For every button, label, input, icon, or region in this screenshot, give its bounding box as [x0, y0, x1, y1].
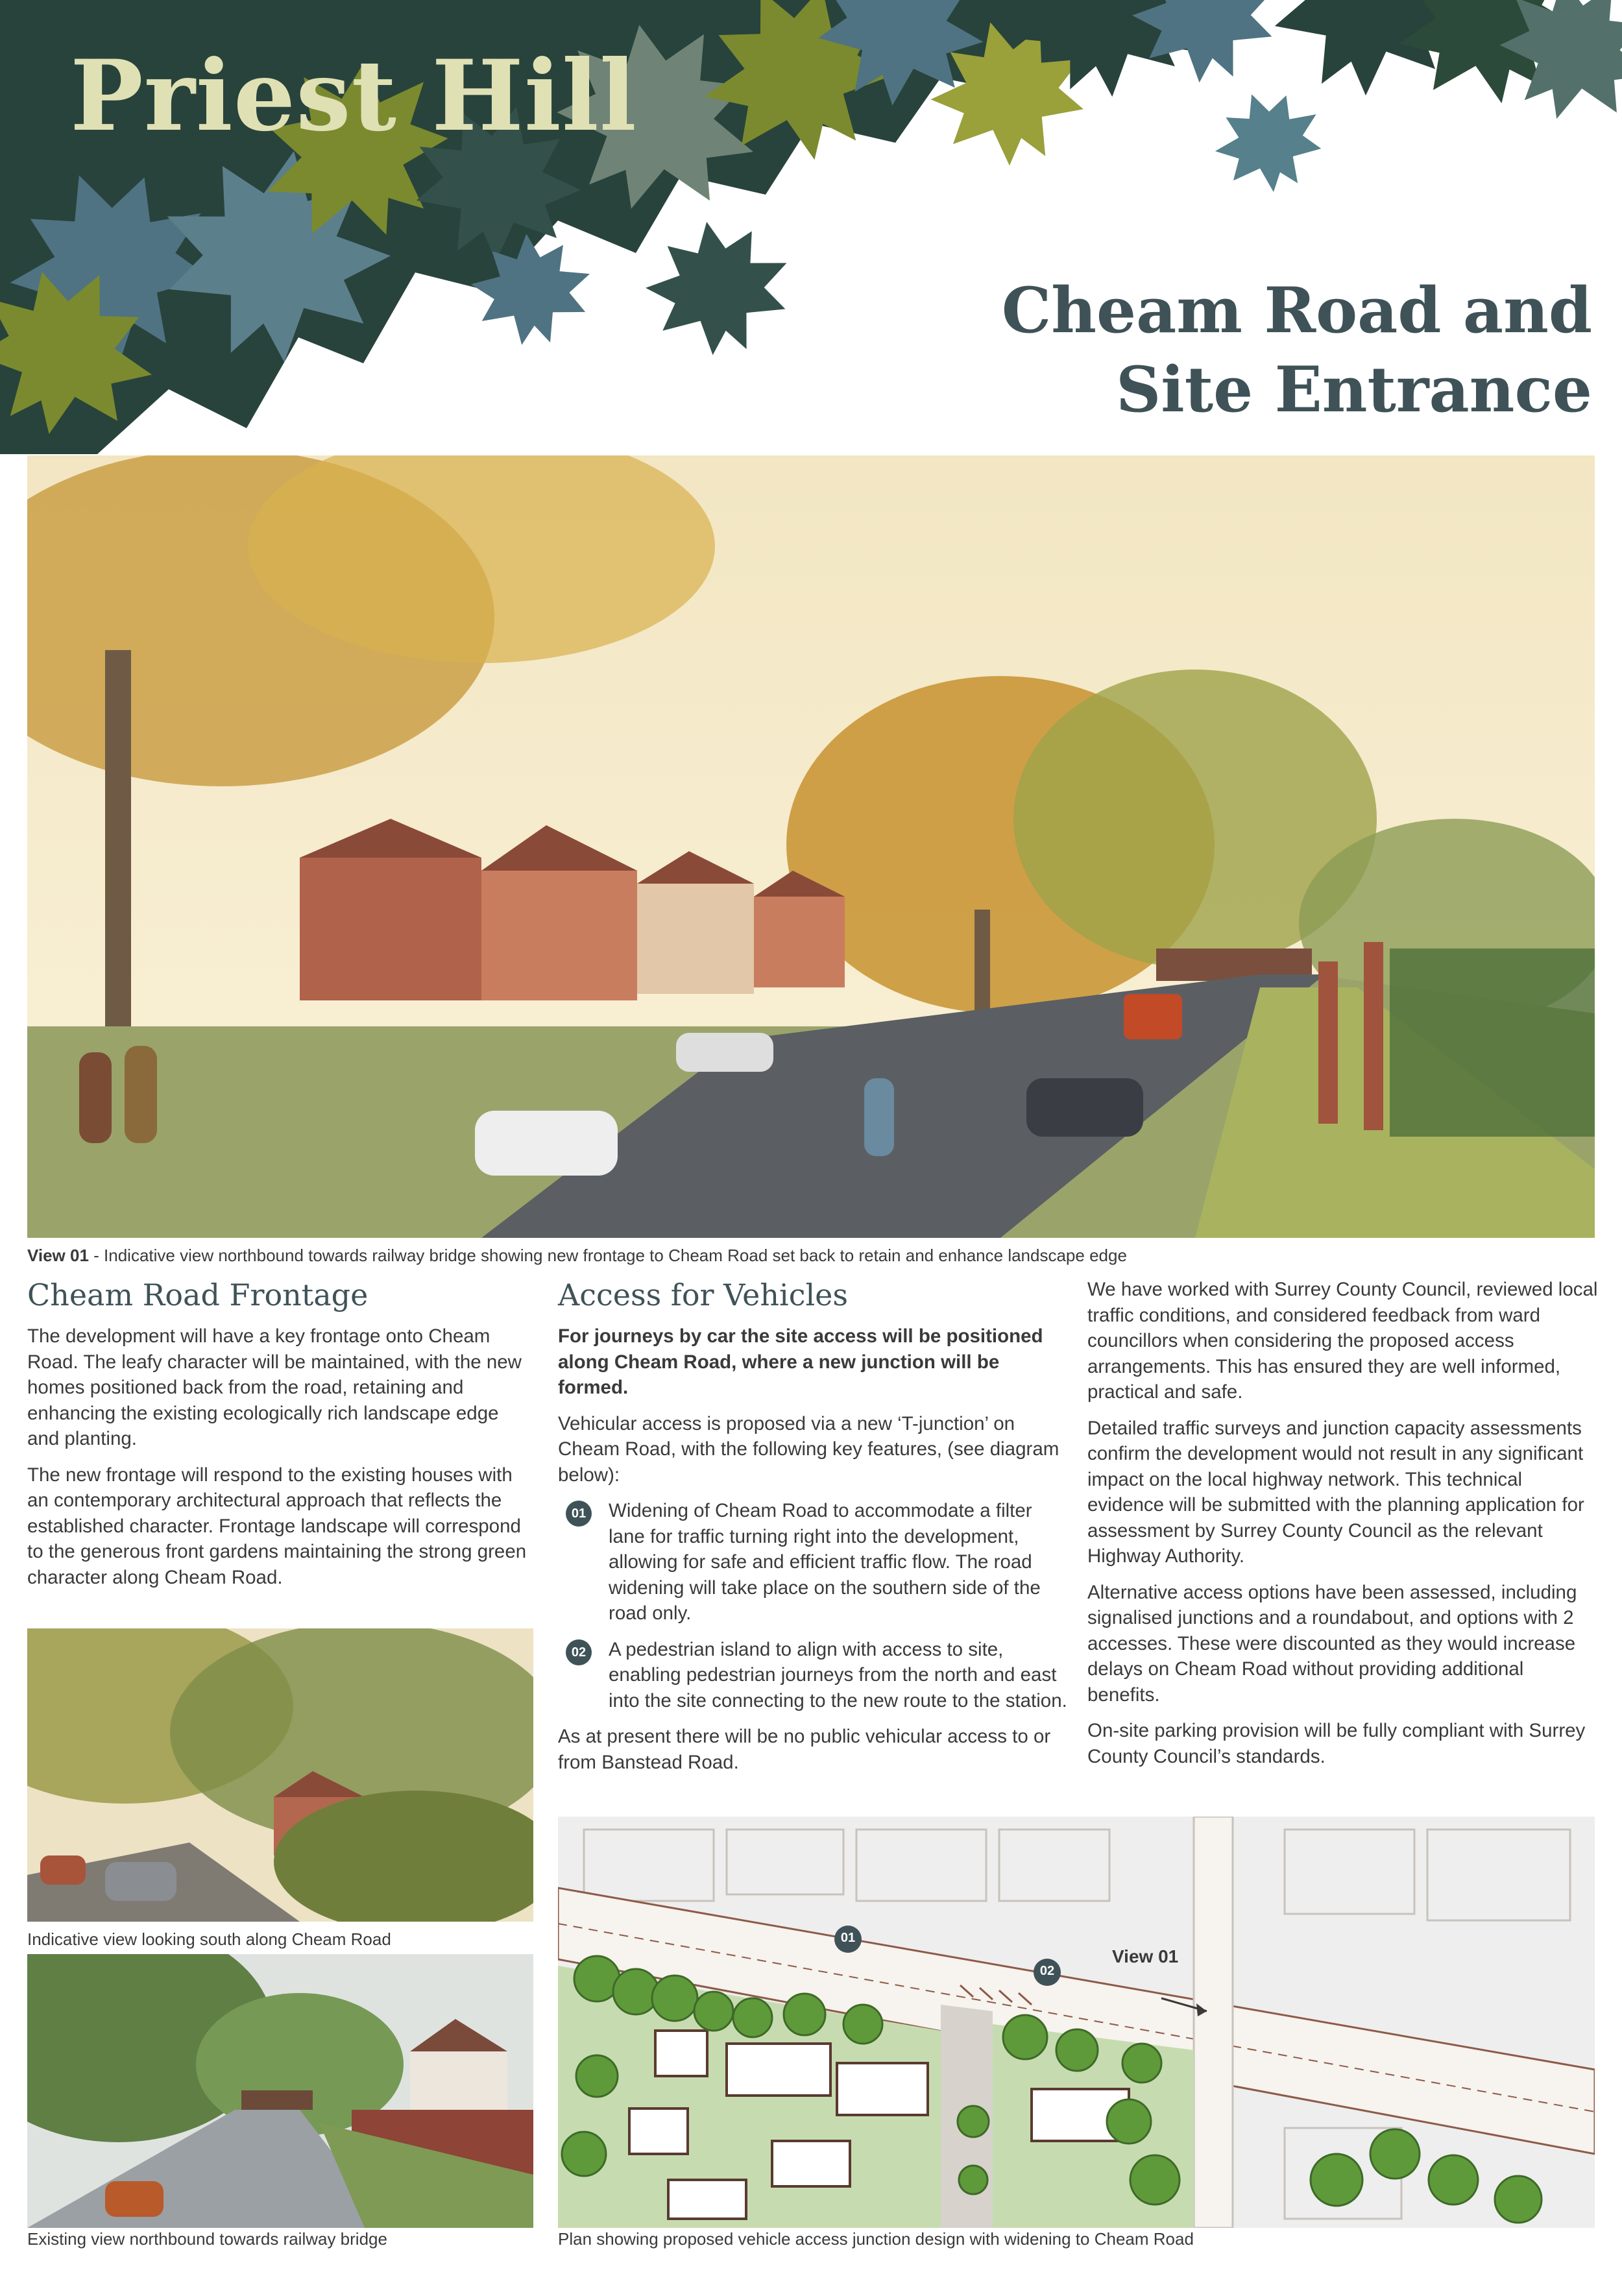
plan-view-label: View 01: [1112, 1946, 1179, 1966]
plan-marker-01: 01: [840, 1931, 856, 1945]
hero-caption-label: View 01: [27, 1246, 89, 1265]
traffic-paragraph-2: Detailed traffic surveys and junction capacity assessments confirm the development would not result in any significant impact on the local highway network. This technical evidence will be submitted with the planning application for assessment by Surrey County Council as the relevant Highway Authority.: [1087, 1417, 1584, 1567]
traffic-paragraph-3: Alternative access options have been assessed, including signalised junctions and a roundabout, and options with 2 accesses. These were discounted as they would increase delays on Cheam Road without providing additional benefits.: [1087, 1581, 1577, 1706]
junction-plan: [558, 1817, 1595, 2228]
access-heading: Access for Vehicles: [558, 1277, 848, 1312]
plan-caption: Plan showing proposed vehicle access junction design with widening to Cheam Road: [558, 2229, 1194, 2249]
frontage-heading: Cheam Road Frontage: [27, 1277, 369, 1312]
panel-title: [1002, 271, 1592, 429]
frontage-column: [27, 1275, 533, 1601]
feature-badge-01: 01: [566, 1501, 592, 1527]
access-feature-2: [558, 1637, 1071, 1714]
traffic-paragraph-4: On-site parking provision will be fully compliant with Surrey County Council’s standards.: [1087, 1720, 1586, 1767]
brand-title: Priest Hill: [70, 39, 637, 153]
access-lead: For journeys by car the site access will be positioned along Cheam Road, where a new junction will be formed.: [558, 1325, 1043, 1398]
plan-marker-02: 02: [1039, 1964, 1055, 1978]
frontage-paragraph-1: The development will have a key frontage onto Cheam Road. The leafy character will be maintained, with the new homes positioned back from the road, retaining and enhancing the existing ecologically rich landscape edge and planting.: [27, 1325, 522, 1449]
traffic-column: [1087, 1277, 1600, 1780]
traffic-paragraph-1: We have worked with Surrey County Council, reviewed local traffic conditions, and considered feedback from ward councillors when considering the proposed access arrangements. This has ensured they are well informed, practical and safe.: [1087, 1279, 1598, 1403]
feature-text-01: Widening of Cheam Road to accommodate a filter lane for traffic turning right into the development, allowing for safe and efficient traffic flow. The road widening will take place on the southern side of the road only.: [609, 1500, 1041, 1624]
south-view-caption: Indicative view looking south along Cheam Road: [27, 1929, 391, 1949]
railway-bridge-caption: Existing view northbound towards railway bridge: [27, 2229, 387, 2249]
hero-caption: [27, 1246, 1127, 1266]
railway-bridge-photo: [27, 1954, 533, 2228]
access-column: [558, 1275, 1071, 1785]
frontage-paragraph-2: The new frontage will respond to the existing houses with an contemporary architectural approach that reflects the established character. Frontage landscape will correspond to the generous front gardens maintaining the strong green character along Cheam Road.: [27, 1464, 527, 1588]
header-banner: [0, 0, 1622, 454]
panel-title-line1: Cheam Road and: [1001, 274, 1592, 347]
panel-title-line2: Site Entrance: [1115, 353, 1592, 426]
feature-text-02: A pedestrian island to align with access to site, enabling pedestrian journeys from the north and east into the site connecting to the new route to the station.: [609, 1638, 1067, 1711]
feature-badge-02: 02: [566, 1639, 592, 1665]
hero-caption-text: - Indicative view northbound towards railway bridge showing new frontage to Cheam Road set back to retain and enhance landscape edge: [88, 1246, 1127, 1265]
access-intro: Vehicular access is proposed via a new ‘T-junction’ on Cheam Road, with the following key features, (see diagram below):: [558, 1412, 1059, 1486]
access-feature-1: [558, 1498, 1071, 1626]
south-view-illustration: [27, 1628, 533, 1922]
hero-illustration: [27, 455, 1595, 1238]
access-closing: As at present there will be no public vehicular access to or from Banstead Road.: [558, 1726, 1051, 1773]
